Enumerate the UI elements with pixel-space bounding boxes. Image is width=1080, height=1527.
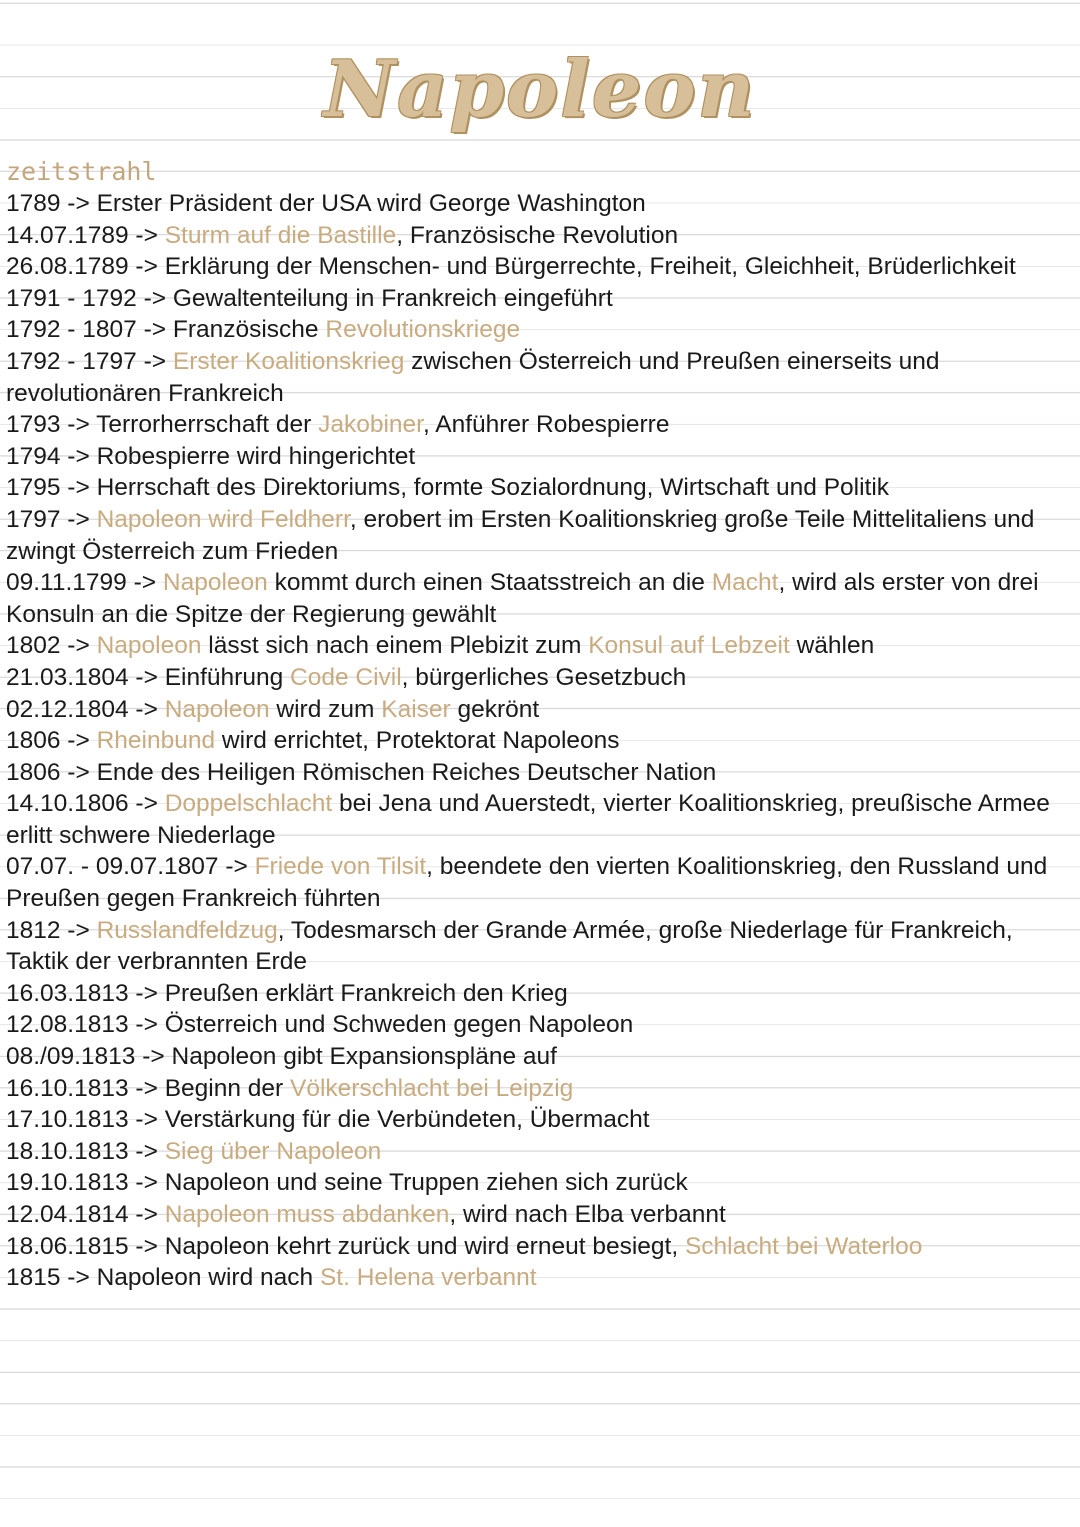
highlighted-text: St. Helena verbannt <box>319 1264 537 1292</box>
timeline-entry <box>6 314 1068 346</box>
section-heading: zeitstrahl <box>6 157 157 186</box>
entry-text: 1794 -> Robespierre wird hingerichtet <box>6 442 416 470</box>
entry-text: 14.07.1789 -> <box>6 221 165 249</box>
entry-text: 08./09.1813 -> Napoleon gibt Expansionspläne auf <box>6 1043 557 1071</box>
highlighted-text: Revolutionskriege <box>325 316 521 344</box>
timeline-entry <box>6 630 1068 662</box>
highlighted-text: Erster Koalitionskrieg <box>172 347 405 375</box>
entry-text: 1806 -> <box>6 727 97 755</box>
highlighted-text: Macht <box>711 569 779 597</box>
timeline-entry <box>6 662 1068 694</box>
timeline-list <box>6 188 1068 1294</box>
timeline-entry <box>6 725 1068 757</box>
entry-text: 09.11.1799 -> <box>6 569 163 597</box>
timeline-entry <box>6 1167 1068 1199</box>
entry-text: 1802 -> <box>6 632 97 660</box>
timeline-entry <box>6 472 1068 504</box>
timeline-entry <box>6 1041 1068 1073</box>
entry-text: 1797 -> <box>6 505 97 533</box>
timeline-entry <box>6 220 1068 252</box>
highlighted-text: Völkerschlacht bei Leipzig <box>290 1074 574 1102</box>
timeline-entry <box>6 1009 1068 1041</box>
timeline-entry <box>6 757 1068 789</box>
timeline-entry <box>6 188 1068 220</box>
entry-text: 26.08.1789 -> Erklärung der Menschen- und Bürgerrechte, Freiheit, Gleichheit, Brüderlichkeit <box>6 253 1016 281</box>
timeline-entry <box>6 504 1068 567</box>
timeline-entry <box>6 788 1068 851</box>
entry-text: 14.10.1806 -> <box>6 790 165 818</box>
highlighted-text: Jakobiner <box>318 411 423 439</box>
highlighted-text: Kaiser <box>381 695 451 723</box>
entry-text: 1815 -> Napoleon wird nach <box>6 1264 320 1292</box>
entry-text: zwischen Österreich und Preußen einerseits und revolutionären Frankreich <box>6 347 940 407</box>
timeline-entry <box>6 694 1068 726</box>
highlighted-text: Russlandfeldzug <box>96 916 278 944</box>
timeline-entry <box>6 1104 1068 1136</box>
highlighted-text: Code Civil <box>290 663 402 691</box>
entry-text: , Französische Revolution <box>396 221 679 249</box>
entry-text: 16.03.1813 -> Preußen erklärt Frankreich den Krieg <box>6 979 568 1007</box>
entry-text: , Anführer Robespierre <box>422 411 670 439</box>
entry-text: bei Jena und Auerstedt, vierter Koalitionskrieg, preußische Armee erlitt schwere Niederlage <box>6 790 1050 849</box>
entry-text: 16.10.1813 -> Beginn der <box>6 1074 291 1102</box>
entry-text: gekrönt <box>450 695 540 723</box>
timeline-entry <box>6 346 1068 409</box>
timeline-entry <box>6 567 1068 630</box>
entry-text: , Todesmarsch der Grande Armée, große Niederlage für Frankreich, Taktik der verbrannten Erde <box>6 916 1013 976</box>
timeline-entry <box>6 251 1068 283</box>
highlighted-text: Doppelschlacht <box>164 790 333 818</box>
timeline-entry <box>6 978 1068 1010</box>
timeline-entry <box>6 1231 1068 1263</box>
page-title: Napoleon <box>323 44 757 135</box>
entry-text: 02.12.1804 -> <box>6 695 165 723</box>
highlighted-text: Napoleon muss abdanken <box>164 1201 450 1228</box>
entry-text: , beendete den vierten Koalitionskrieg, den Russland und Preußen gegen Frankreich führten <box>6 853 1048 913</box>
timeline-entry <box>6 1199 1068 1231</box>
entry-text: , wird nach Elba verbannt <box>449 1201 726 1228</box>
entry-text: lässt sich nach einem Plebizit zum <box>201 632 589 660</box>
highlighted-text: Sieg über Napoleon <box>164 1137 382 1165</box>
timeline-entry <box>6 441 1068 473</box>
highlighted-text: Napoleon <box>164 695 270 723</box>
entry-text: 12.08.1813 -> Österreich und Schweden gegen Napoleon <box>6 1011 634 1039</box>
entry-text: 07.07. - 09.07.1807 -> <box>6 853 255 881</box>
entry-text: wird errichtet, Protektorat Napoleons <box>215 727 620 755</box>
entry-text: 17.10.1813 -> Verstärkung für die Verbündeten, Übermacht <box>6 1106 650 1134</box>
highlighted-text: Friede von Tilsit <box>254 853 427 881</box>
timeline-entry <box>6 1136 1068 1168</box>
timeline-entry <box>6 283 1068 315</box>
entry-text: , bürgerliches Gesetzbuch <box>401 663 687 691</box>
entry-text: wird zum <box>269 695 382 723</box>
entry-text: 1789 -> Erster Präsident der USA wird George Washington <box>6 190 646 217</box>
highlighted-text: Rheinbund <box>96 727 216 755</box>
entry-text: 18.06.1815 -> Napoleon kehrt zurück und wird erneut besiegt, <box>6 1232 685 1260</box>
highlighted-text: Napoleon wird Feldherr <box>96 505 350 533</box>
entry-text: 1812 -> <box>6 916 97 944</box>
highlighted-text: Napoleon <box>96 632 202 660</box>
entry-text: 1795 -> Herrschaft des Direktoriums, formte Sozialordnung, Wirtschaft und Politik <box>6 474 890 502</box>
entry-text: 1793 -> Terrorherrschaft der <box>6 411 319 439</box>
highlighted-text: Konsul auf Lebzeit <box>588 632 790 660</box>
entry-text: 1791 - 1792 -> Gewaltenteilung in Frankreich eingeführt <box>6 284 613 312</box>
entry-text: , erobert im Ersten Koalitionskrieg große Teile Mittelitaliens und zwingt Österreich zum Frieden <box>6 505 1035 565</box>
entry-text: 12.04.1814 -> <box>6 1201 165 1228</box>
entry-text: 18.10.1813 -> <box>6 1137 165 1165</box>
highlighted-text: Napoleon <box>162 569 268 597</box>
highlighted-text: Schlacht bei Waterloo <box>684 1232 923 1260</box>
entry-text: 21.03.1804 -> Einführung <box>6 663 291 691</box>
timeline-entry <box>6 409 1068 441</box>
timeline-entry <box>6 851 1068 914</box>
entry-text: 1806 -> Ende des Heiligen Römischen Reiches Deutscher Nation <box>6 758 717 786</box>
highlighted-text: Sturm auf die Bastille <box>164 221 397 249</box>
timeline-entry <box>6 1262 1068 1294</box>
entry-text: 1792 - 1797 -> <box>6 347 173 375</box>
entry-text: kommt durch einen Staatsstreich an die <box>267 569 712 597</box>
entry-text: 1792 - 1807 -> Französische <box>6 316 326 344</box>
entry-text: wählen <box>789 632 875 660</box>
entry-text: 19.10.1813 -> Napoleon und seine Truppen ziehen sich zurück <box>6 1169 688 1197</box>
timeline-entry <box>6 1073 1068 1105</box>
timeline-entry <box>6 915 1068 978</box>
entry-text: , wird als erster von drei Konsuln an die Spitze der Regierung gewählt <box>6 569 1039 628</box>
